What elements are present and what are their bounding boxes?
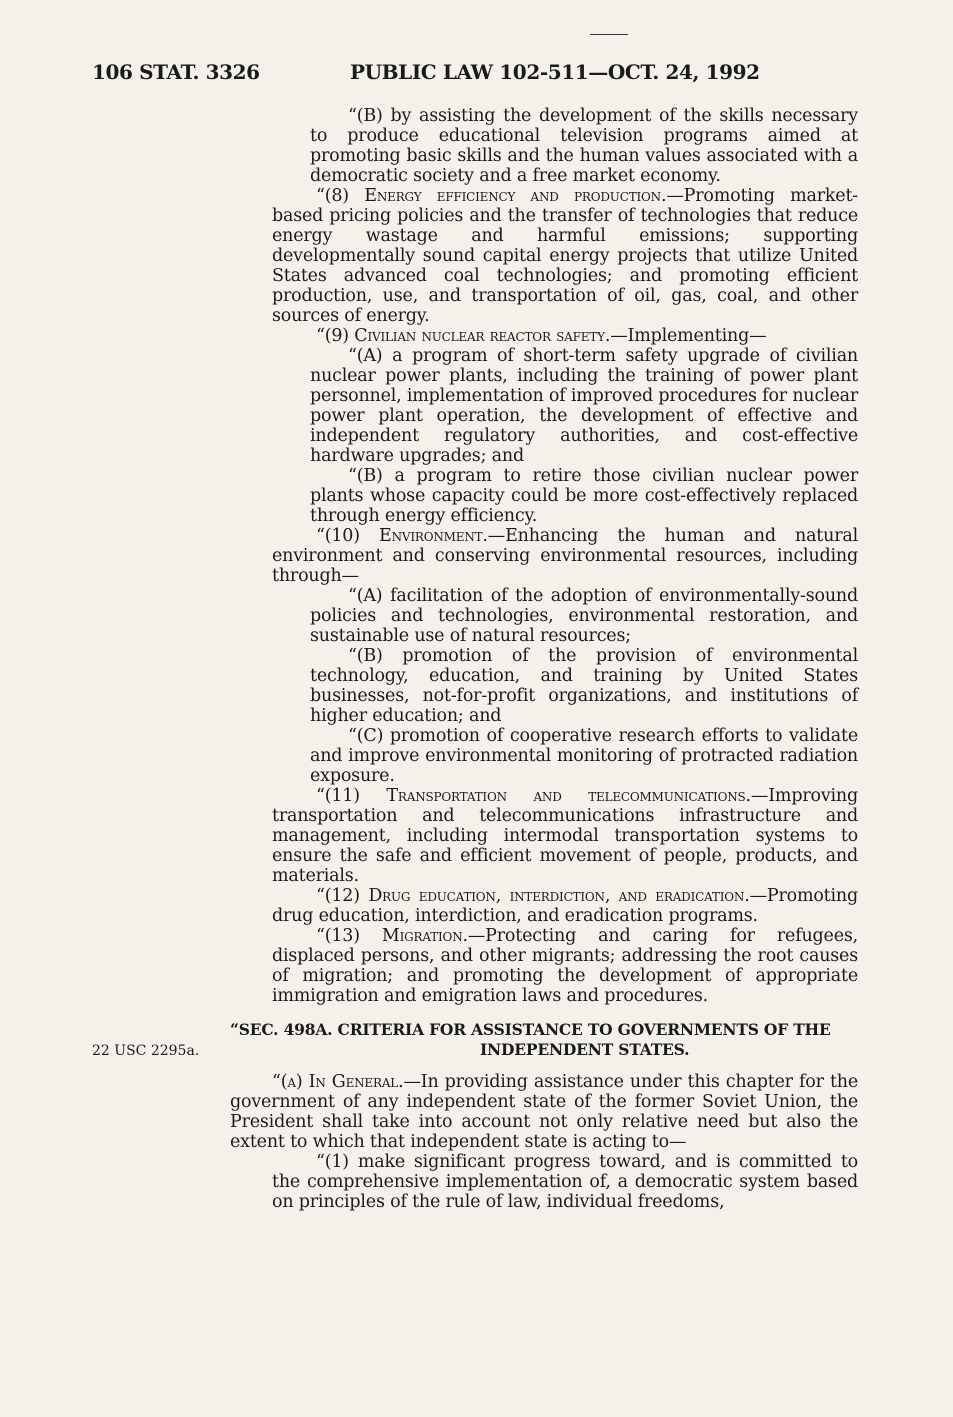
law-title: PUBLIC LAW 102-511—OCT. 24, 1992	[350, 60, 760, 84]
para-a	[230, 1072, 858, 1152]
section-heading-line2: INDEPENDENT STATES.	[480, 1040, 690, 1059]
para-8	[272, 186, 858, 326]
para-12	[272, 886, 858, 926]
page-reference: 106 STAT. 3326	[92, 60, 260, 84]
para-12-heading: “(12) Drug education, interdiction, and eradication.	[316, 886, 750, 906]
para-13-heading: “(13) Migration.	[316, 926, 468, 946]
para-9	[272, 326, 858, 346]
para-8-heading: “(8) Energy efficiency and production.	[316, 186, 667, 206]
para-9-heading: “(9) Civilian nuclear reactor safety.	[316, 326, 611, 346]
statute-text	[230, 106, 859, 1212]
usc-margin-note: 22 USC 2295a.	[92, 1043, 200, 1059]
para-11	[272, 786, 858, 886]
para-a-1: “(1) make significant progress toward, and is committed to the comprehensive implementation of, a democratic system based on principles of the rule of law, individual freedoms,	[272, 1152, 858, 1212]
top-rule	[590, 34, 628, 35]
para-11-body: —Improving transportation and telecommunications infrastructure and management, including intermodal transportation systems to ensure the safe and efficient movement of people, products, and materials.	[272, 786, 858, 886]
para-9-body: —Implementing—	[610, 326, 767, 346]
para-a-body: —In providing assistance under this chapter for the government of any independent state of the former Soviet Union, the President shall take into account not only relative need but also the extent to which that independent state is acting to—	[230, 1072, 858, 1152]
para-13-body: —Protecting and caring for refugees, displaced persons, and other migrants; addressing the root causes of migration; and promoting the development of appropriate immigration and emigration laws and procedures.	[272, 926, 858, 1006]
para-b-skills: “(B) by assisting the development of the skills necessary to produce educational television programs aimed at promoting basic skills and the human values associated with a democratic society and a free market economy.	[310, 106, 858, 186]
para-10	[272, 526, 858, 586]
para-10-body: —Enhancing the human and natural environment and conserving environmental resources, including through—	[272, 526, 858, 586]
para-9-a: “(A) a program of short-term safety upgrade of civilian nuclear power plants, including the training of power plant personnel, implementation of improved procedures for nuclear power plant operation, the development of effective and independent regulatory authorities, and cost-effective hardware upgrades; and	[310, 346, 859, 466]
para-a-heading: “(a) In General.	[272, 1072, 404, 1092]
para-10-c: “(C) promotion of cooperative research efforts to validate and improve environmental monitoring of protracted radiation exposure.	[310, 726, 858, 786]
para-10-b: “(B) promotion of the provision of environmental technology, education, and training by United States businesses, not-for-profit organizations, and institutions of higher education; and	[310, 646, 858, 726]
para-9-b: “(B) a program to retire those civilian nuclear power plants whose capacity could be more cost-effectively replaced through energy efficiency.	[310, 466, 858, 526]
section-heading-line1: “SEC. 498A. CRITERIA FOR ASSISTANCE TO GOVERNMENTS OF THE	[230, 1020, 831, 1039]
para-10-heading: “(10) Environment.	[316, 526, 488, 546]
para-10-a: “(A) facilitation of the adoption of environmentally-sound policies and technologies, environmental restoration, and sustainable use of natural resources;	[310, 586, 858, 646]
para-12-body: —Promoting drug education, interdiction, and eradication programs.	[272, 886, 858, 926]
para-11-heading: “(11) Transportation and telecommunications.	[316, 786, 751, 806]
para-8-body: —Promoting market-based pricing policies and the transfer of technologies that reduce energy wastage and harmful emissions; supporting developmentally sound capital energy projects that utilize United States advanced coal technologies; and promoting efficient production, use, and transportation of oil, gas, coal, and other sources of energy.	[272, 186, 858, 326]
para-13	[272, 926, 858, 1006]
section-heading	[230, 1020, 858, 1060]
